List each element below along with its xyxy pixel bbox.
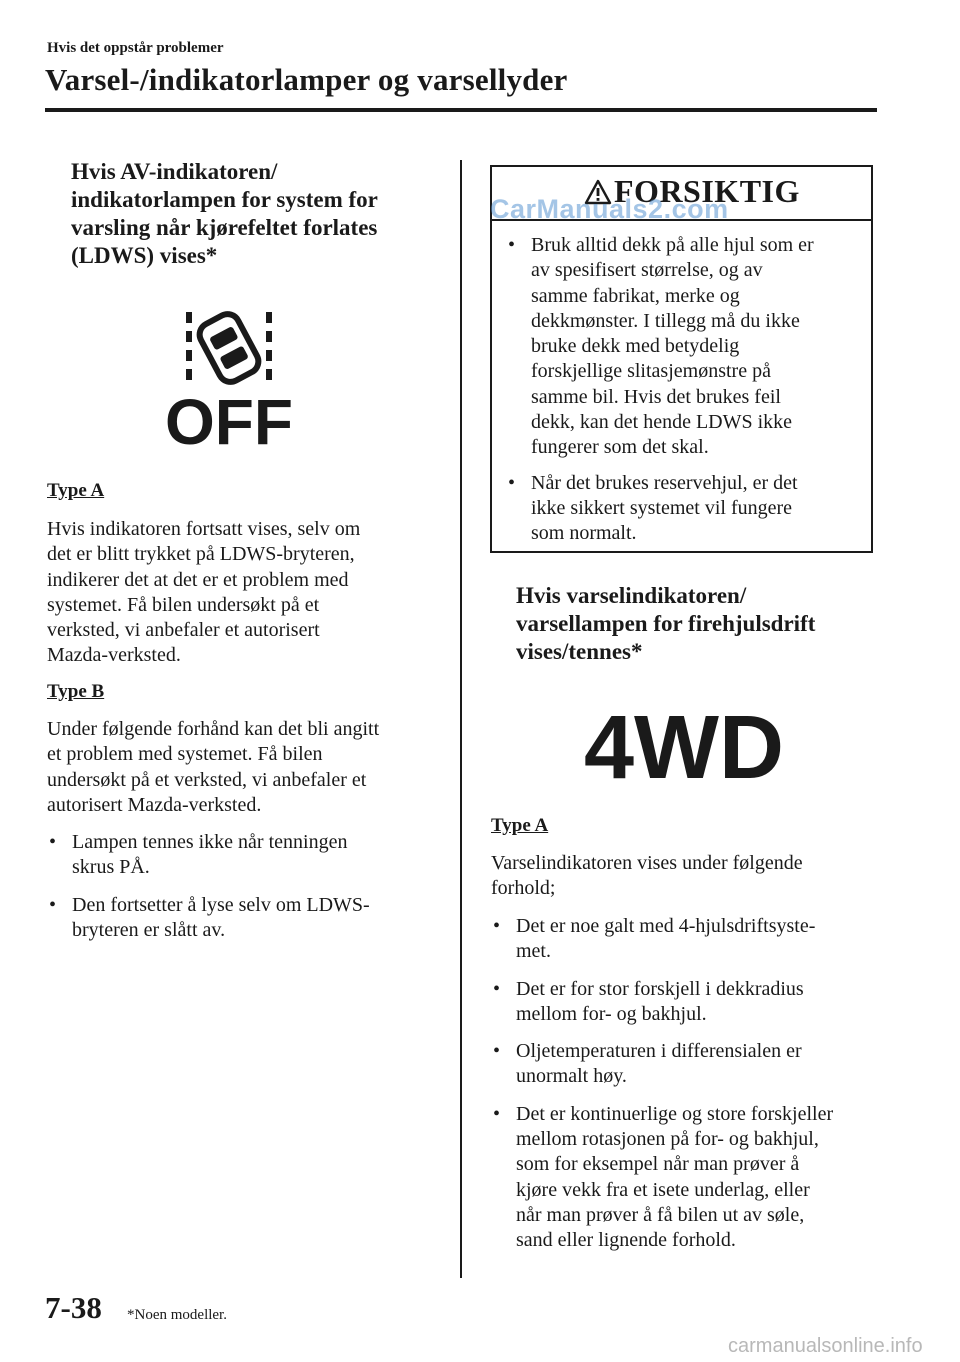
list-item: • Det er noe galt med 4-hjulsdriftsyste- met. xyxy=(491,914,876,965)
watermark-carmanuals: CarManuals2.com xyxy=(490,194,729,224)
title-rule xyxy=(45,108,877,112)
ldws-off-icon xyxy=(165,308,293,458)
off-label: OFF xyxy=(165,386,293,458)
caution-title: FORSIKTIG xyxy=(614,173,800,209)
list-item: • Den fortsetter å lyse selv om LDWS- bryteren er slått av. xyxy=(47,893,442,944)
type-b-label: Type B xyxy=(47,681,105,702)
footnote: *Noen modeller. xyxy=(127,1307,227,1323)
column-divider xyxy=(460,160,462,1278)
4wd-bullet-list xyxy=(491,914,876,1266)
4wd-label: 4WD xyxy=(584,698,784,798)
list-item: • Når det brukes reservehjul, er det ikke sikkert systemet vil fungere som normalt. xyxy=(506,471,861,547)
breadcrumb: Hvis det oppstår problemer xyxy=(47,40,224,56)
type-a-text: Hvis indikatoren fortsatt vises, selv om det er blitt trykket på LDWS-bryteren, indikerer det at det er et problem med systemet. Få bilen undersøkt på et verksted, vi anbefaler et autorisert Mazda-verksted. xyxy=(47,518,361,667)
type-b-text: Under følgende forhånd kan det bli angitt et problem med systemet. Få bilen undersøkt på et verksted, vi anbefaler et autorisert Mazda-verksted. xyxy=(47,718,380,816)
list-item: • Det er for stor forskjell i dekkradius mellom for- og bakhjul. xyxy=(491,977,876,1028)
right-type-a-text: Varselindikatoren vises under følgende forhold; xyxy=(491,852,803,900)
type-b-bullet-list xyxy=(47,830,442,955)
4wd-icon xyxy=(584,698,784,798)
ldws-section-heading: Hvis AV-indikatoren/ indikatorlampen for system for varsling når kjørefeltet forlates (LDWS) vises* xyxy=(71,159,378,268)
caution-bullet-list xyxy=(506,233,861,557)
list-item: • Bruk alltid dekk på alle hjul som er av spesifisert størrelse, og av samme fabrikat, merke og dekkmønster. I tillegg må du ikke bruke dekk med betydelig forskjellige slitasjemønstre på samme bil. Hvis det brukes feil dekk, kan det hende LDWS ikke fungerer som det skal. xyxy=(506,233,861,461)
list-item: • Lampen tennes ikke når tenningen skrus PÅ. xyxy=(47,830,442,881)
watermark-carmanualsonline: carmanualsonline.info xyxy=(728,1335,923,1357)
type-a-label: Type A xyxy=(47,480,105,501)
list-item: • Det er kontinuerlige og store forskjeller mellom rotasjonen på for- og bakhjul, som for eksempel når man prøver å kjøre vekk fra et isete underlag, eller når man prøver å få bilen ut av søle, sand eller lignende forhold. xyxy=(491,1102,876,1254)
page-title: Varsel-/indikatorlamper og varsellyder xyxy=(45,62,568,97)
right-type-a-label: Type A xyxy=(491,815,549,836)
4wd-section-heading: Hvis varselindikatoren/ varsellampen for firehjulsdrift vises/tennes* xyxy=(516,583,816,664)
list-item: • Oljetemperaturen i differensialen er unormalt høy. xyxy=(491,1039,876,1090)
page-number: 7-38 xyxy=(45,1290,102,1325)
